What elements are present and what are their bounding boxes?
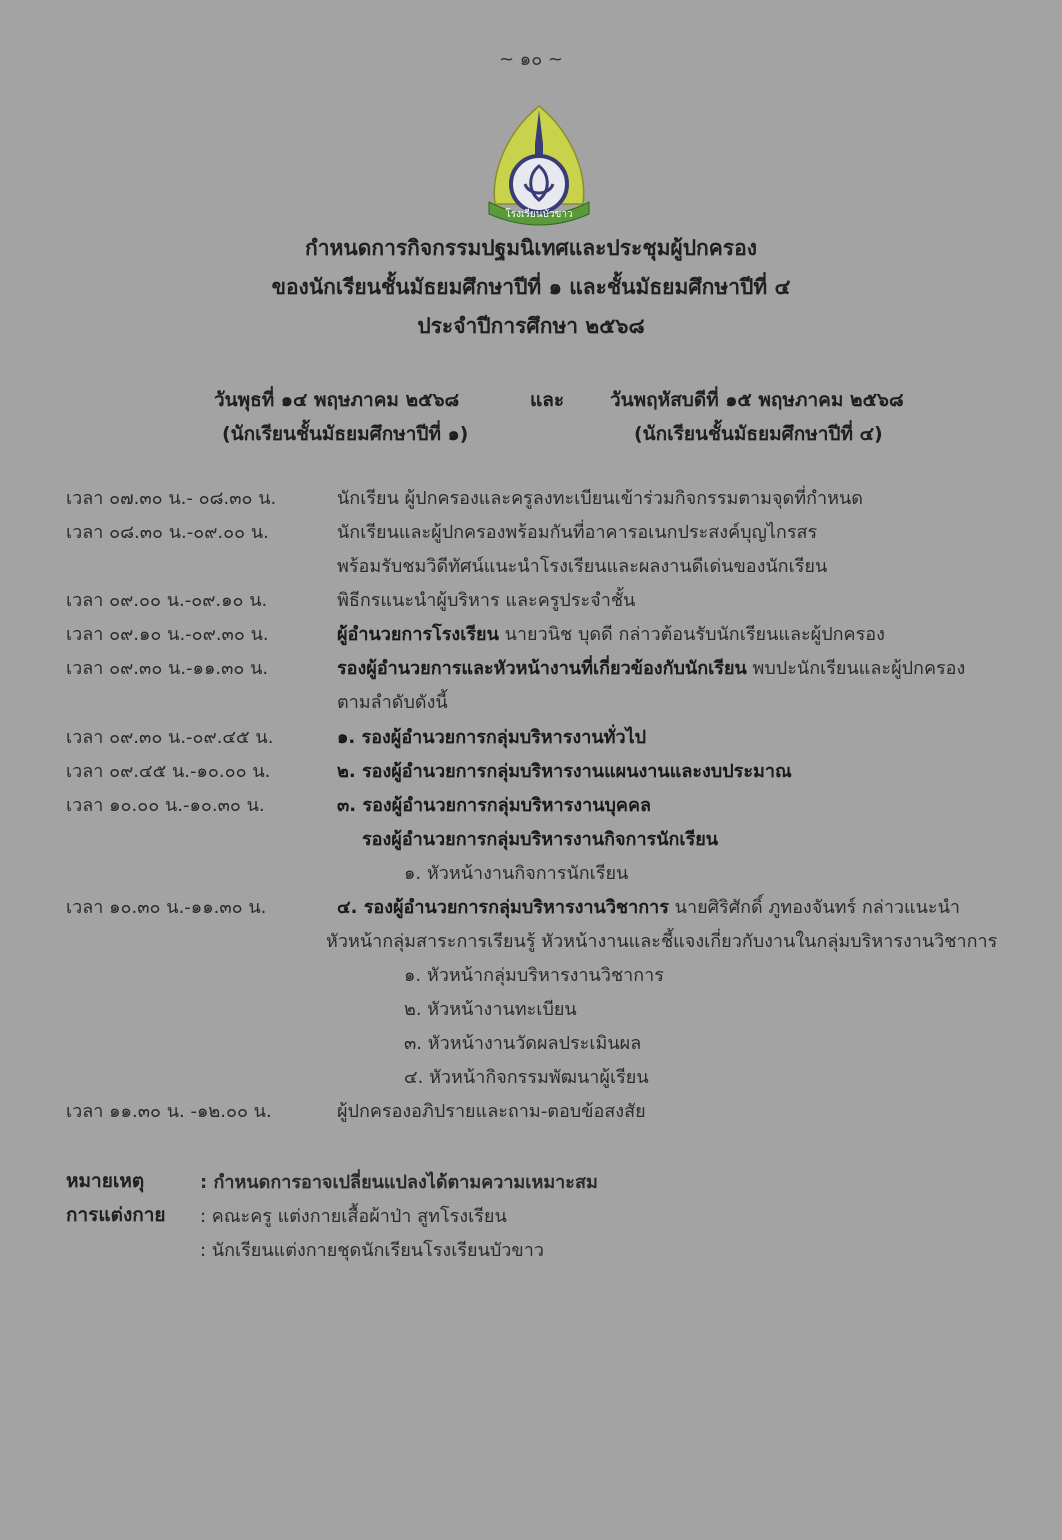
activity-bold: รองผู้อำนวยการและหัวหน้างานที่เกี่ยวข้องกับนักเรียน bbox=[337, 658, 747, 679]
date-and: และ bbox=[530, 389, 565, 411]
title-line-2: ของนักเรียนชั้นมัธยมศึกษาปีที่ ๑ และชั้นมัธยมศึกษาปีที่ ๔ bbox=[271, 275, 791, 299]
time-slot: เวลา ๐๙.๓๐ น.-๐๙.๔๕ น. bbox=[66, 727, 274, 748]
remark-label: หมายเหตุ bbox=[66, 1170, 145, 1192]
activity-rest: พบปะนักเรียนและผู้ปกครอง bbox=[746, 658, 966, 679]
emblem-text: โรงเรียนบัวขาว bbox=[505, 209, 573, 220]
activity-bold: ผู้อำนวยการโรงเรียน bbox=[337, 624, 499, 645]
activity: ๒. รองผู้อำนวยการกลุ่มบริหารงานแผนงานและงบประมาณ bbox=[337, 761, 792, 782]
activity: นักเรียนและผู้ปกครองพร้อมกันที่อาคารอเนกประสงค์บุญไกรสร bbox=[337, 522, 818, 543]
school-emblem-icon bbox=[485, 104, 593, 228]
activity: พิธีกรแนะนำผู้บริหาร และครูประจำชั้น bbox=[337, 590, 636, 611]
activity: ผู้ปกครองอภิปรายและถาม-ตอบข้อสงสัย bbox=[337, 1101, 646, 1122]
time-slot: เวลา ๐๙.๐๐ น.-๐๙.๑๐ น. bbox=[66, 590, 268, 611]
activity: ๑. รองผู้อำนวยการกลุ่มบริหารงานทั่วไป bbox=[337, 727, 647, 748]
remark-text: : กำหนดการอาจเปลี่ยนแปลงได้ตามความเหมาะสม bbox=[200, 1172, 598, 1193]
activity: ๑. หัวหน้างานกิจการนักเรียน bbox=[404, 863, 629, 884]
time-slot: เวลา ๐๙.๔๕ น.-๑๐.๐๐ น. bbox=[66, 761, 271, 782]
activity: ๓. หัวหน้างานวัดผลประเมินผล bbox=[404, 1033, 642, 1054]
activity: ๔. หัวหน้ากิจกรรมพัฒนาผู้เรียน bbox=[404, 1067, 649, 1088]
activity: ๑. หัวหน้ากลุ่มบริหารงานวิชาการ bbox=[404, 965, 664, 986]
time-slot: เวลา ๐๙.๓๐ น.-๑๑.๓๐ น. bbox=[66, 658, 269, 679]
dress-text-students: : นักเรียนแต่งกายชุดนักเรียนโรงเรียนบัวขาว bbox=[200, 1240, 544, 1261]
activity: ๓. รองผู้อำนวยการกลุ่มบริหารงานบุคคล bbox=[337, 795, 652, 816]
time-slot: เวลา ๑๐.๐๐ น.-๑๐.๓๐ น. bbox=[66, 795, 265, 816]
page-number: ~ ๑๐ ~ bbox=[498, 49, 564, 70]
time-slot: เวลา ๐๗.๓๐ น.- ๐๘.๓๐ น. bbox=[66, 488, 277, 509]
title-line-3: ประจำปีการศึกษา ๒๕๖๘ bbox=[417, 314, 645, 338]
activity: หัวหน้ากลุ่มสาระการเรียนรู้ หัวหน้างานและชี้แจงเกี่ยวกับงานในกลุ่มบริหารงานวิชาการ bbox=[326, 931, 998, 952]
activity: นักเรียน ผู้ปกครองและครูลงทะเบียนเข้าร่วมกิจกรรมตามจุดที่กำหนด bbox=[337, 488, 863, 509]
activity: พร้อมรับชมวิดีทัศน์แนะนำโรงเรียนและผลงานดีเด่นของนักเรียน bbox=[337, 556, 828, 577]
activity bbox=[337, 657, 965, 681]
dress-text-teachers: : คณะครู แต่งกายเสื้อผ้าป่า สูทโรงเรียน bbox=[200, 1206, 507, 1227]
activity bbox=[337, 623, 885, 647]
time-slot: เวลา ๑๐.๓๐ น.-๑๑.๓๐ น. bbox=[66, 897, 267, 918]
date-day2: วันพฤหัสบดีที่ ๑๕ พฤษภาคม ๒๕๖๘ bbox=[610, 389, 904, 411]
activity bbox=[337, 896, 960, 920]
dress-label: การแต่งกาย bbox=[66, 1204, 166, 1226]
group-day2: (นักเรียนชั้นมัธยมศึกษาปีที่ ๔) bbox=[634, 423, 883, 445]
title-line-1: กำหนดการกิจกรรมปฐมนิเทศและประชุมผู้ปกครอง bbox=[305, 236, 757, 260]
activity: รองผู้อำนวยการกลุ่มบริหารงานกิจการนักเรียน bbox=[362, 829, 719, 850]
activity: ๒. หัวหน้างานทะเบียน bbox=[404, 999, 577, 1020]
time-slot: เวลา ๐๙.๑๐ น.-๐๙.๓๐ น. bbox=[66, 624, 269, 645]
date-day1: วันพุธที่ ๑๔ พฤษภาคม ๒๕๖๘ bbox=[214, 389, 460, 411]
activity: ตามลำดับดังนี้ bbox=[337, 692, 448, 713]
group-day1: (นักเรียนชั้นมัธยมศึกษาปีที่ ๑) bbox=[222, 423, 469, 445]
activity-bold: ๔. รองผู้อำนวยการกลุ่มบริหารงานวิชาการ bbox=[337, 897, 669, 918]
time-slot: เวลา ๐๘.๓๐ น.-๐๙.๐๐ น. bbox=[66, 522, 269, 543]
time-slot: เวลา ๑๑.๓๐ น. -๑๒.๐๐ น. bbox=[66, 1101, 272, 1122]
activity-rest: นายวนิช บุดดี กล่าวต้อนรับนักเรียนและผู้ปกครอง bbox=[498, 624, 885, 645]
activity-rest: นายศิริศักดิ์ ภูทองจันทร์ กล่าวแนะนำ bbox=[668, 897, 961, 918]
